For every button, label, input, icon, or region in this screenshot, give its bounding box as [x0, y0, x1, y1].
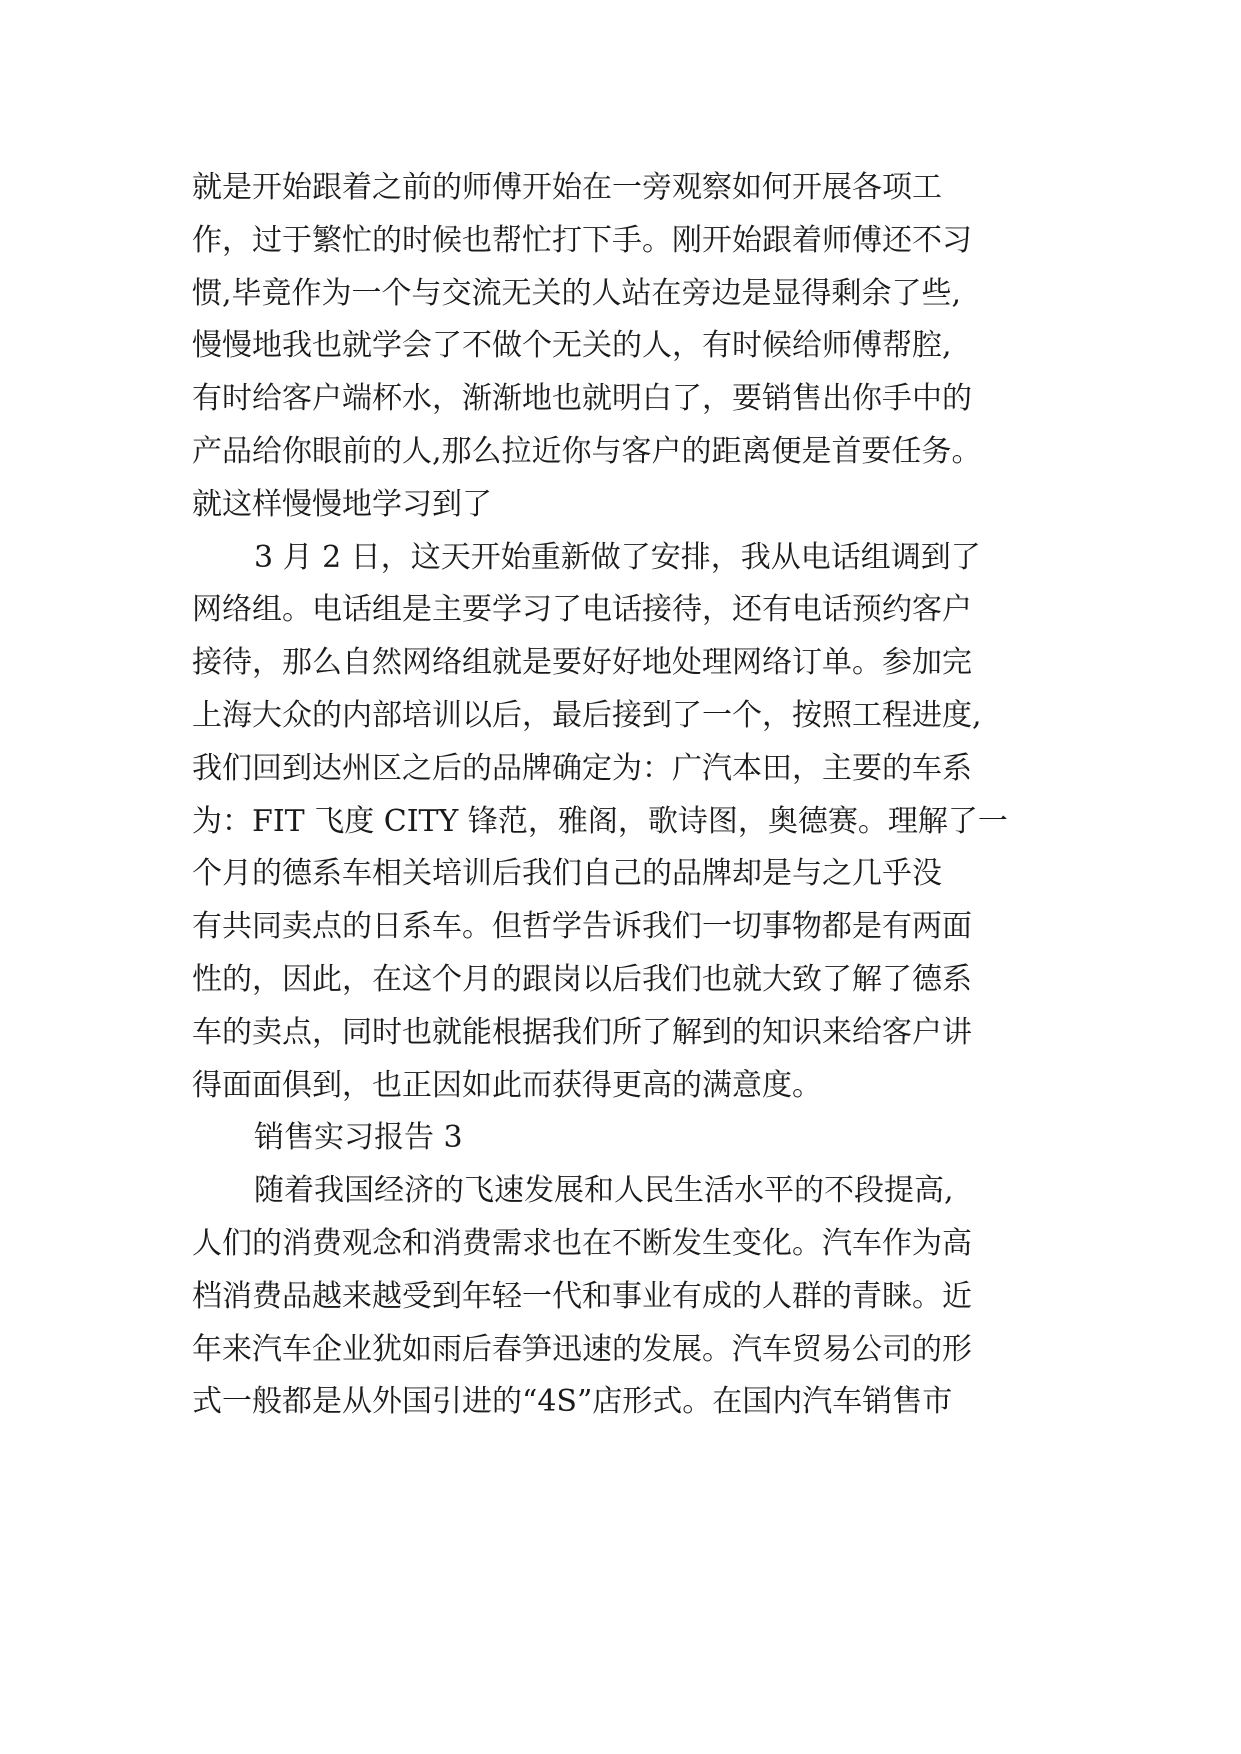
- text-line: 个月的德系车相关培训后我们自己的品牌却是与之几乎没: [192, 856, 942, 892]
- text-line: 接待，那么自然网络组就是要好好地处理网络订单。参加完: [192, 645, 972, 681]
- text-line: 慢慢地我也就学会了不做个无关的人，有时候给师傅帮腔,: [192, 328, 952, 364]
- text-line: 有共同卖点的日系车。但哲学告诉我们一切事物都是有两面: [192, 909, 972, 945]
- text-line: 惯,毕竟作为一个与交流无关的人站在旁边是显得剩余了些,: [192, 275, 962, 311]
- text-line: 就是开始跟着之前的师傅开始在一旁观察如何开展各项工: [192, 170, 942, 205]
- text-line: 车的卖点，同时也就能根据我们所了解到的知识来给客户讲: [192, 1014, 972, 1050]
- text-line: 网络组。电话组是主要学习了电话接待，还有电话预约客户: [192, 592, 972, 628]
- text-line: 档消费品越来越受到年轻一代和事业有成的人群的青睐。近: [192, 1278, 972, 1314]
- text-line: 销售实习报告 3: [254, 1120, 463, 1156]
- text-line: 3 月 2 日，这天开始重新做了安排，我从电话组调到了: [254, 539, 981, 575]
- text-line: 上海大众的内部培训以后，最后接到了一个，按照工程进度,: [192, 697, 982, 733]
- text-line: 为：FIT 飞度 CITY 锋范，雅阁，歌诗图，奥德赛。理解了一: [192, 803, 1008, 839]
- text-line: 产品给你眼前的人,那么拉近你与客户的距离便是首要任务。: [192, 433, 982, 469]
- text-line: 就这样慢慢地学习到了: [192, 486, 492, 522]
- text-line: 我们回到达州区之后的品牌确定为：广汽本田，主要的车系: [192, 750, 972, 786]
- body-text: [192, 162, 1092, 1429]
- text-line: 式一般都是从外国引进的“4S”店形式。在国内汽车销售市: [192, 1384, 953, 1420]
- text-line: 有时给客户端杯水，渐渐地也就明白了，要销售出你手中的: [192, 381, 972, 417]
- text-line: 年来汽车企业犹如雨后春笋迅速的发展。汽车贸易公司的形: [192, 1331, 972, 1367]
- text-line: 作，过于繁忙的时候也帮忙打下手。刚开始跟着师傅还不习: [192, 222, 972, 258]
- text-line: 性的，因此，在这个月的跟岗以后我们也就大致了解了德系: [192, 961, 972, 997]
- text-line: 随着我国经济的飞速发展和人民生活水平的不段提高,: [254, 1173, 954, 1209]
- text-line: 人们的消费观念和消费需求也在不断发生变化。汽车作为高: [192, 1225, 972, 1261]
- text-line: 得面面俱到，也正因如此而获得更高的满意度。: [192, 1067, 822, 1103]
